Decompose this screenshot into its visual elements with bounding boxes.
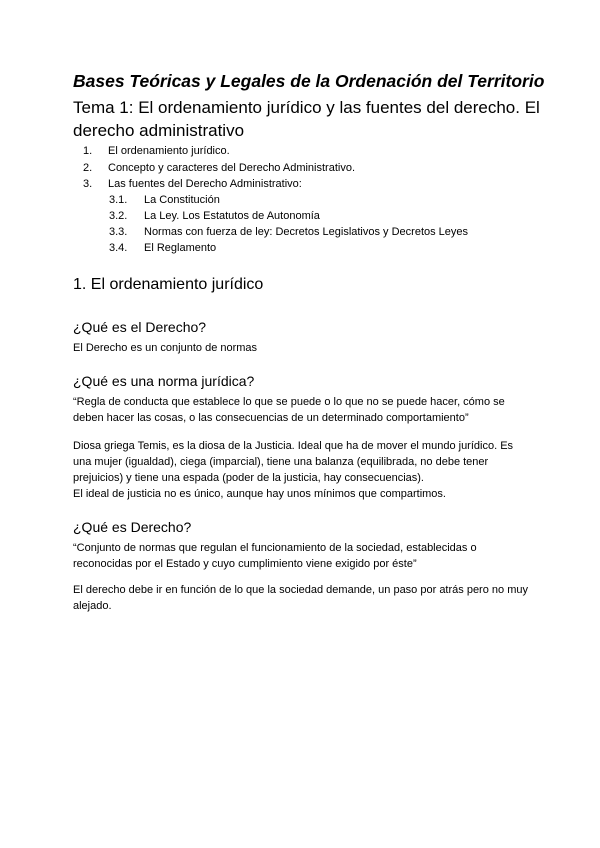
toc-item-number: 3. — [83, 178, 93, 190]
paragraph: El derecho debe ir en función de lo que la sociedad demande, un paso por atrás pero no muy alejado. — [73, 584, 528, 612]
toc-item-text: El ordenamiento jurídico. — [108, 145, 230, 157]
toc-item-text: Las fuentes del Derecho Administrativo: — [108, 178, 302, 190]
question-heading-que-es-derecho: ¿Qué es Derecho? — [73, 519, 192, 535]
question-heading-norma: ¿Qué es una norma jurídica? — [73, 373, 255, 389]
toc-item-text: Concepto y caracteres del Derecho Administrativo. — [108, 162, 356, 174]
document-title: Bases Teóricas y Legales de la Ordenación del Territorio — [73, 71, 545, 91]
toc-subitem-text: El Reglamento — [144, 242, 217, 254]
document-subtitle: Tema 1: El ordenamiento jurídico y las fuentes del derecho. El derecho administrativo — [73, 98, 540, 140]
question-heading-derecho: ¿Qué es el Derecho? — [73, 319, 207, 335]
section-heading: 1. El ordenamiento jurídico — [73, 276, 264, 293]
toc-subitem-number: 3.2. — [109, 210, 128, 222]
toc-subitem-number: 3.3. — [109, 226, 128, 238]
toc-subitem-text: Normas con fuerza de ley: Decretos Legislativos y Decretos Leyes — [144, 226, 469, 238]
toc-item-number: 2. — [83, 162, 93, 174]
paragraph: Diosa griega Temis, es la diosa de la Justicia. Ideal que ha de mover el mundo jurídico. Es una mujer (igualdad), ciega (imparcial), tiene una balanza (equilibrada, no debe tener prejuicios) y tiene una espada (poder de la justicia, hay consecuencias). — [73, 440, 514, 484]
paragraph: El ideal de justicia no es único, aunque hay unos mínimos que compartimos. — [73, 488, 446, 500]
toc-subitem-number: 3.4. — [109, 242, 128, 254]
toc-subitem-text: La Ley. Los Estatutos de Autonomía — [144, 210, 320, 222]
paragraph: El Derecho es un conjunto de normas — [73, 342, 258, 354]
toc-item-number: 1. — [83, 145, 93, 157]
quote-paragraph: “Regla de conducta que establece lo que se puede o lo que no se puede hacer, cómo se deben hacer las cosas, o las consecuencias de un determinado comportamiento” — [73, 396, 505, 424]
toc-subitem-number: 3.1. — [109, 194, 128, 206]
quote-paragraph: “Conjunto de normas que regulan el funcionamiento de la sociedad, establecidas o reconocidas por el Estado y cuyo cumplimiento viene exigido por éste” — [73, 542, 477, 570]
toc-subitem-text: La Constitución — [144, 194, 220, 206]
